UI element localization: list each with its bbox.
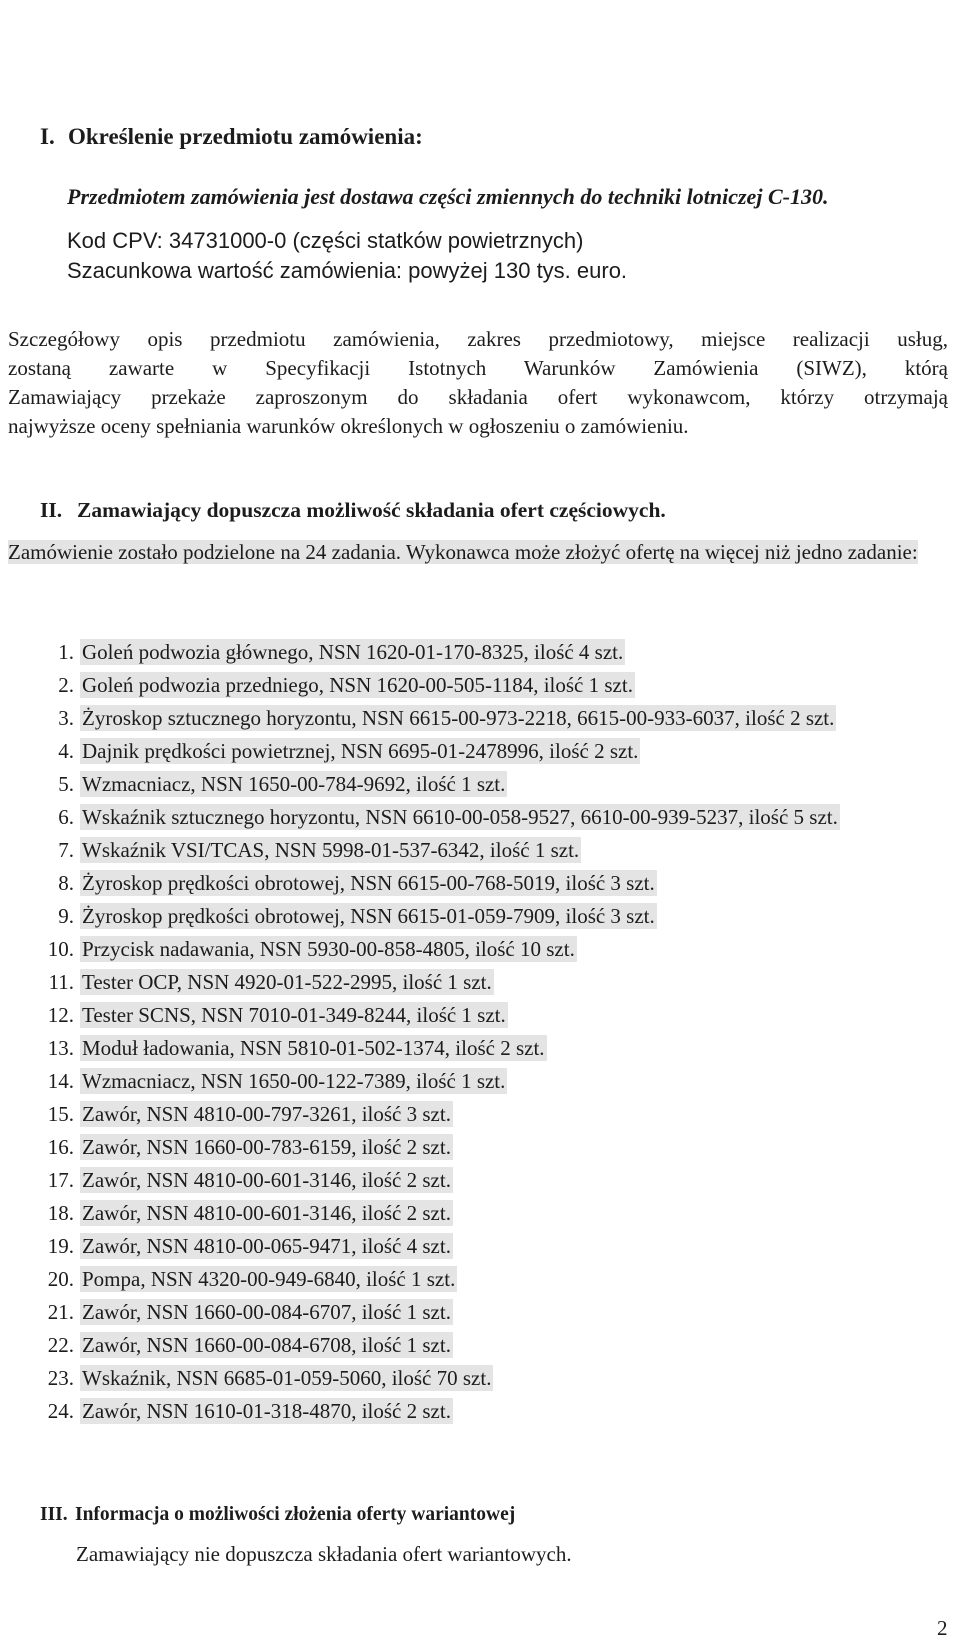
task-text: Wskaźnik sztucznego horyzontu, NSN 6610-00-058-9527, 6610-00-939-5237, ilość 5 szt.: [82, 805, 838, 829]
task-item: [40, 1395, 950, 1428]
task-item: [40, 1296, 950, 1329]
task-text: Goleń podwozia przedniego, NSN 1620-00-505-1184, ilość 1 szt.: [82, 673, 633, 697]
task-text: Wskaźnik VSI/TCAS, NSN 5998-01-537-6342, ilość 1 szt.: [82, 838, 580, 862]
section-1-title: Określenie przedmiotu zamówienia:: [68, 124, 423, 149]
task-item: [40, 1065, 950, 1098]
section-2-heading: [40, 498, 666, 523]
task-text: Przycisk nadawania, NSN 5930-00-858-4805, ilość 10 szt.: [82, 937, 575, 961]
task-list: [40, 636, 950, 1428]
description-line: zostaną zawarte w Specyfikacji Istotnych Warunków Zamówienia (SIWZ), którą: [8, 356, 948, 380]
task-text: Zawór, NSN 4810-00-601-3146, ilość 2 szt.: [82, 1168, 451, 1192]
task-text: Goleń podwozia głównego, NSN 1620-01-170-8325, ilość 4 szt.: [82, 640, 624, 664]
task-item: [40, 1263, 950, 1296]
division-text: Zamówienie zostało podzielone na 24 zadania. Wykonawca może złożyć ofertę na więcej niż jedno zadanie:: [8, 540, 918, 564]
task-item: [40, 966, 950, 999]
task-item: [40, 636, 950, 669]
task-text: Zawór, NSN 1660-00-084-6708, ilość 1 szt.: [82, 1333, 451, 1357]
task-item: [40, 1098, 950, 1131]
task-number: 16.: [47, 1135, 74, 1159]
task-item: [40, 867, 950, 900]
task-number: 22.: [47, 1333, 74, 1357]
task-number: 23.: [47, 1366, 74, 1390]
task-number: 14.: [47, 1069, 74, 1093]
task-item: [40, 1197, 950, 1230]
task-item: [40, 768, 950, 801]
section-3-heading: [40, 1504, 515, 1526]
task-text: Zawór, NSN 4810-00-797-3261, ilość 3 szt.: [82, 1102, 451, 1126]
task-text: Tester SCNS, NSN 7010-01-349-8244, ilość 1 szt.: [82, 1003, 506, 1027]
task-text: Pompa, NSN 4320-00-949-6840, ilość 1 szt.: [82, 1267, 456, 1291]
task-number: 13.: [47, 1036, 74, 1060]
section-3-title: Informacja o możliwości złożenia oferty wariantowej: [75, 1504, 516, 1525]
cpv-code: Kod CPV: 34731000-0 (części statków powietrznych): [67, 228, 584, 253]
task-text: Moduł ładowania, NSN 5810-01-502-1374, ilość 2 szt.: [82, 1036, 545, 1060]
task-item: [40, 1164, 950, 1197]
task-number: 2.: [58, 673, 74, 697]
task-text: Żyroskop prędkości obrotowej, NSN 6615-00-768-5019, ilość 3 szt.: [82, 871, 655, 895]
task-number: 17.: [47, 1168, 74, 1192]
task-number: 19.: [47, 1234, 74, 1258]
task-item: [40, 735, 950, 768]
task-text: Dajnik prędkości powietrznej, NSN 6695-01-2478996, ilość 2 szt.: [82, 739, 639, 763]
task-number: 20.: [47, 1267, 74, 1291]
estimated-value: Szacunkowa wartość zamówienia: powyżej 130 tys. euro.: [67, 258, 628, 283]
task-text: Tester OCP, NSN 4920-01-522-2995, ilość 1 szt.: [82, 970, 492, 994]
task-number: 4.: [58, 739, 74, 763]
task-number: 12.: [47, 1003, 74, 1027]
description-line: Zamawiający przekaże zaproszonym do składania ofert wykonawcom, którzy otrzymają: [8, 385, 948, 409]
task-text: Wzmacniacz, NSN 1650-00-122-7389, ilość 1 szt.: [82, 1069, 506, 1093]
task-item: [40, 1230, 950, 1263]
task-item: [40, 1032, 950, 1065]
section-2-number: II.: [40, 498, 63, 522]
task-number: 10.: [47, 937, 74, 961]
section-3-text: Zamawiający nie dopuszcza składania ofert wariantowych.: [76, 1542, 572, 1566]
task-item: [40, 702, 950, 735]
task-text: Wskaźnik, NSN 6685-01-059-5060, ilość 70 szt.: [82, 1366, 492, 1390]
task-text: Zawór, NSN 1660-00-783-6159, ilość 2 szt.: [82, 1135, 451, 1159]
section-1-number: I.: [40, 124, 55, 149]
task-item: [40, 933, 950, 966]
task-number: 5.: [58, 772, 74, 796]
task-text: Zawór, NSN 1610-01-318-4870, ilość 2 szt.: [82, 1399, 451, 1423]
division-paragraph: [8, 538, 948, 567]
task-number: 3.: [58, 706, 74, 730]
task-item: [40, 999, 950, 1032]
task-text: Zawór, NSN 1660-00-084-6707, ilość 1 szt.: [82, 1300, 451, 1324]
task-text: Wzmacniacz, NSN 1650-00-784-9692, ilość 1 szt.: [82, 772, 506, 796]
page-number: 2: [937, 1616, 948, 1640]
task-number: 7.: [58, 838, 74, 862]
task-item: [40, 801, 950, 834]
task-number: 11.: [48, 970, 74, 994]
section-1-heading: [40, 124, 423, 150]
task-text: Żyroskop sztucznego horyzontu, NSN 6615-00-973-2218, 6615-00-933-6037, ilość 2 szt.: [82, 706, 835, 730]
task-number: 15.: [47, 1102, 74, 1126]
task-item: [40, 1329, 950, 1362]
task-number: 21.: [47, 1300, 74, 1324]
task-item: [40, 669, 950, 702]
task-item: [40, 1362, 950, 1395]
description-line: najwyższe oceny spełniania warunków określonych w ogłoszeniu o zamówieniu.: [8, 414, 689, 438]
task-number: 9.: [58, 904, 74, 928]
task-text: Zawór, NSN 4810-00-601-3146, ilość 2 szt.: [82, 1201, 451, 1225]
task-item: [40, 834, 950, 867]
task-number: 1.: [58, 640, 74, 664]
task-text: Żyroskop prędkości obrotowej, NSN 6615-01-059-7909, ilość 3 szt.: [82, 904, 655, 928]
task-item: [40, 900, 950, 933]
task-number: 6.: [58, 805, 74, 829]
order-subject: Przedmiotem zamówienia jest dostawa części zmiennych do techniki lotniczej C-130.: [67, 184, 829, 209]
description-line: Szczegółowy opis przedmiotu zamówienia, zakres przedmiotowy, miejsce realizacji usług,: [8, 327, 948, 351]
task-item: [40, 1131, 950, 1164]
section-2-title: Zamawiający dopuszcza możliwość składania ofert częściowych.: [77, 498, 666, 522]
section-3-number: III.: [40, 1504, 68, 1525]
description-paragraph: [8, 325, 948, 441]
task-number: 18.: [47, 1201, 74, 1225]
task-number: 8.: [58, 871, 74, 895]
task-text: Zawór, NSN 4810-00-065-9471, ilość 4 szt.: [82, 1234, 451, 1258]
task-number: 24.: [47, 1399, 74, 1423]
